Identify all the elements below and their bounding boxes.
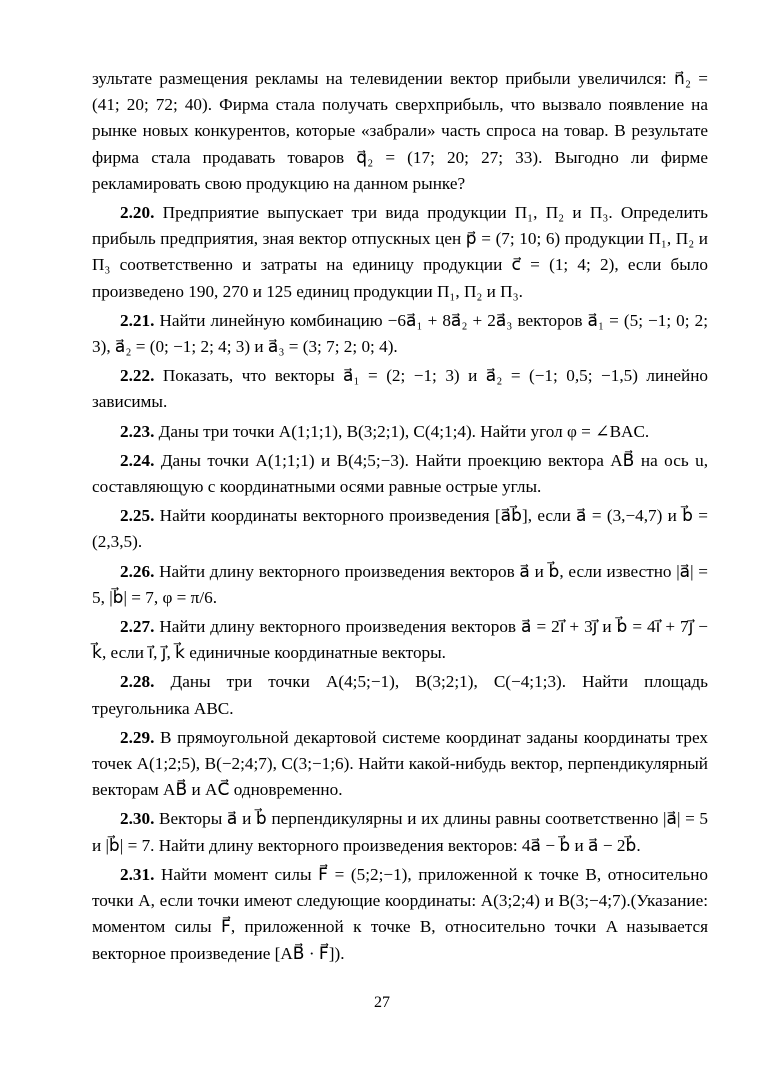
problem-number: 2.22. — [120, 366, 155, 386]
continuation-paragraph: зультате размещения рекламы на телевидении вектор прибыли увеличился: n⃗₂ = (41; 20; 72; 40). Фирма стала получать сверхприбыль, что вызвало появление на рынке новых конкурентов, которые «забрали» часть спроса на товар. В результате фирма стала продавать товаров q⃗₂ = (17; 20; 27; 33). Выгодно ли фирме рекламировать свою продукцию на данном рынке? — [92, 69, 708, 193]
problem-2-27 — [92, 614, 708, 666]
problem-2-22 — [92, 363, 708, 415]
problem-number: 2.23. — [120, 421, 155, 441]
problem-number: 2.27. — [120, 617, 155, 637]
problem-number: 2.31. — [120, 864, 155, 884]
problem-2-23 — [92, 419, 708, 445]
problem-number: 2.25. — [120, 506, 155, 526]
problem-text: В прямоугольной декартовой системе координат заданы координаты трех точек A(1;2;5), B(−2;4;7), C(3;−1;6). Найти какой-нибудь вектор, перпендикулярный векторам AB⃗ и AC⃗ одновременно. — [92, 727, 709, 800]
problem-2-30 — [92, 806, 708, 858]
problem-number: 2.30. — [120, 809, 155, 829]
problem-2-25 — [92, 503, 708, 555]
problem-2-24 — [92, 448, 708, 500]
problem-2-20 — [92, 200, 708, 305]
problem-text: Показать, что векторы a⃗₁ = (2; −1; 3) и a⃗₂ = (−1; 0,5; −1,5) линейно зависимы. — [92, 366, 709, 412]
problem-number: 2.29. — [120, 727, 155, 747]
problem-2-31 — [92, 862, 708, 967]
problem-text: Даны три точки A(1;1;1), B(3;2;1), C(4;1;4). Найти угол φ = ∠BAC. — [158, 421, 650, 441]
problem-number: 2.28. — [120, 672, 155, 692]
problem-text: Даны точки A(1;1;1) и B(4;5;−3). Найти проекцию вектора AB⃗ на ось u, составляющую с координатными осями равные острые углы. — [92, 450, 708, 497]
problem-text: Векторы a⃗ и b⃗ перпендикулярны и их длины равны соответственно |a⃗| = 5 и |b⃗| = 7. Найти длину векторного произведения векторов: 4a⃗ − b⃗ и a⃗ − 2b⃗. — [92, 809, 708, 855]
problem-text: Найти координаты векторного произведения [a⃗b⃗], если a⃗ = (3,−4,7) и b⃗ = (2,3,5). — [92, 506, 708, 552]
problem-text: Предприятие выпускает три вида продукции П₁, П₂ и П₃. Определить прибыль предприятия, зная вектор отпускных цен p⃗ = (7; 10; 6) продукции П₁, П₂ и П₃ соответственно и затраты на единицу продукции c⃗ = (1; 4; 2), если было произведено 190, 270 и 125 единиц продукции П₁, П₂ и П₃. — [92, 203, 708, 301]
problem-text: Найти линейную комбинацию −6a⃗₁ + 8a⃗₂ + 2a⃗₃ векторов a⃗₁ = (5; −1; 0; 2; 3), a⃗₂ = (0; −1; 2; 4; 3) и a⃗₃ = (3; 7; 2; 0; 4). — [92, 310, 709, 357]
problem-number: 2.26. — [120, 561, 155, 581]
problem-text: Найти длину векторного произведения векторов a⃗ и b⃗, если известно |a⃗| = 5, |b⃗| = 7, φ = π/6. — [92, 561, 708, 607]
problem-2-21 — [92, 308, 708, 360]
problem-2-28 — [92, 669, 708, 721]
problem-2-29 — [92, 725, 708, 804]
problem-2-26 — [92, 559, 708, 611]
problem-text: Найти момент силы F⃗ = (5;2;−1), приложенной к точке B, относительно точки A, если точки имеют следующие координаты: A(3;2;4) и B(3;−4;7).(Указание: моментом силы F⃗, приложенной к точке B, относительно точки A называется векторное произведение [AB⃗ · F⃗]). — [92, 864, 709, 963]
problem-number: 2.21. — [120, 310, 155, 330]
problem-number: 2.24. — [120, 450, 155, 470]
problem-text: Даны три точки A(4;5;−1), B(3;2;1), C(−4;1;3). Найти площадь треугольника ABC. — [92, 672, 708, 718]
page-body — [92, 66, 708, 970]
page-number: 27 — [374, 994, 390, 1011]
problem-number: 2.20. — [120, 203, 155, 223]
problem-text: Найти длину векторного произведения векторов a⃗ = 2i⃗ + 3j⃗ и b⃗ = 4i⃗ + 7j⃗ − k⃗, если i⃗, j⃗, k⃗ единичные координатные векторы. — [92, 617, 709, 663]
